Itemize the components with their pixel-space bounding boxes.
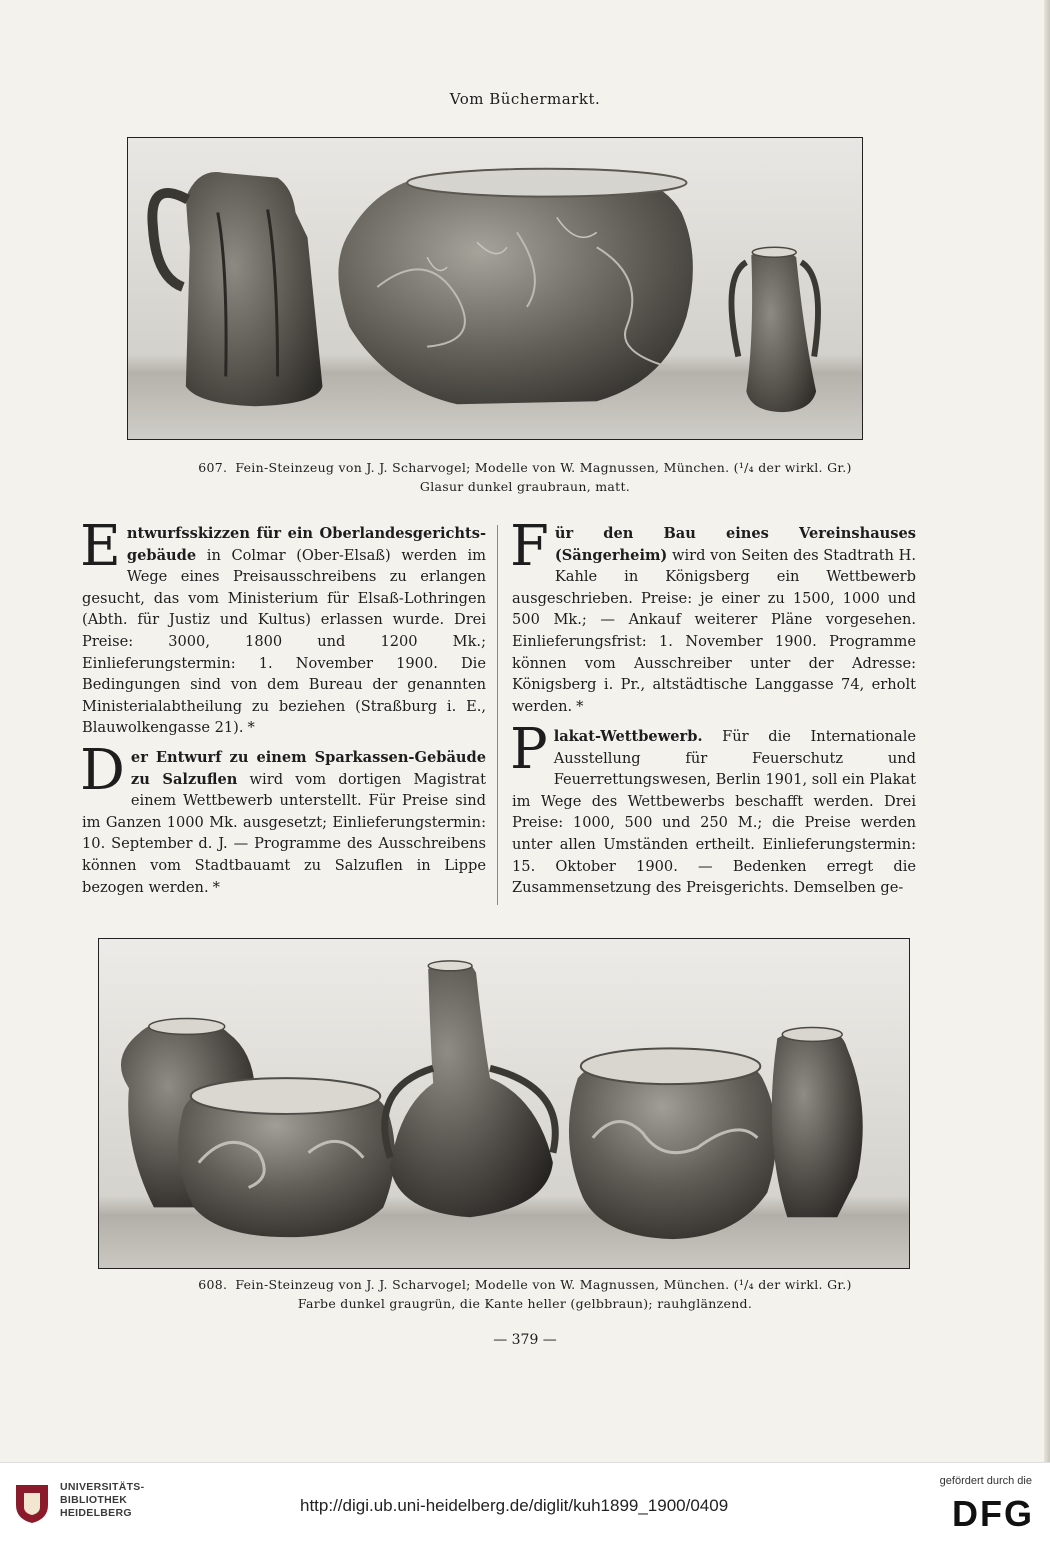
pottery-photo-608 <box>99 939 909 1268</box>
dropcap: E <box>80 514 121 579</box>
photo-figure-608 <box>98 938 910 1269</box>
body-text: in Colmar (Ober-Elsaß) werden im Wege eines Preisausschreibens zu erlangen gesucht, das vom Ministerium für Elsaß-Lothringen (Abth. für Justiz und Kultus) erlassen wurde. Drei Preise: 3000, 1800 und 1200 Mk.; Einlieferungstermin: 1. November 1900. Die Bedingungen sind von dem Bureau der genannten Ministerialabtheilung zu beziehen (Straßburg i. E., Blauwolkengasse 21). <box>82 546 486 737</box>
section-mark: * <box>247 719 255 737</box>
running-head: Vom Büchermarkt. <box>449 90 601 108</box>
figure-608-caption-text: Fein-Steinzeug von J. J. Scharvogel; Modelle von W. Magnussen, München. (¹/₄ der wirkl. Gr.) <box>235 1277 852 1292</box>
notice-oberlandesgericht <box>80 514 486 757</box>
section-mark: * <box>212 878 220 896</box>
figure-607-caption-line2: Glasur dunkel graubraun, matt. <box>419 479 631 494</box>
figure-607-caption <box>110 458 940 496</box>
photo-figure-607 <box>127 137 863 440</box>
permalink-url[interactable]: http://digi.ub.uni-heidelberg.de/diglit/kuh1899_1900/0409 <box>300 1496 729 1515</box>
figure-608-caption-line1 <box>110 1275 940 1294</box>
dropcap: F <box>510 514 549 579</box>
column-divider <box>497 525 498 905</box>
figure-607-caption-text: Fein-Steinzeug von J. J. Scharvogel; Modelle von W. Magnussen, München. (¹/₄ der wirkl. Gr.) <box>235 460 852 475</box>
page-number: — 379 — <box>493 1332 557 1348</box>
paragraph <box>80 514 486 739</box>
lead-text: er Entwurf zu einem Sparkassen-Gebäude zu Salzuflen <box>130 749 486 788</box>
pottery-photo-607 <box>128 138 862 439</box>
library-name <box>60 1481 144 1520</box>
paragraph <box>80 738 487 898</box>
lead-text: lakat-Wettbewerb. <box>553 728 703 745</box>
library-name-line3: HEIDELBERG <box>60 1507 132 1519</box>
page-edge <box>1044 0 1050 1462</box>
figure-608-number: 608. <box>198 1277 228 1292</box>
library-name-line1: UNIVERSITÄTS- <box>60 1481 145 1493</box>
digitization-footer <box>0 1462 1050 1543</box>
library-name-line2: BIBLIOTHEK <box>60 1494 128 1506</box>
body-text: wird vom dortigen Magistrat einem Wettbewerb unterstellt. Für Preise sind im Ganzen 1000 Mk. ausgesetzt; Einlieferungstermin: 10. September d. J. — Programme des Ausschreibens können vom Stadtbauamt zu Salzuflen in Lippe bezogen werden. <box>82 770 487 896</box>
notice-plakat-wettbewerb <box>510 717 916 917</box>
bowl-shape <box>338 170 692 405</box>
dropcap: D <box>80 738 125 803</box>
notice-sparkassen-gebaeude <box>80 738 487 916</box>
dropcap: P <box>510 717 548 782</box>
lead-text: ntwurfsskizzen für ein Oberlandesgerichts-gebäude <box>126 525 486 564</box>
figure-607-number: 607. <box>198 460 228 475</box>
body-text: Für die Internationale Ausstellung für Feuerschutz und Feuerrettungswesen, Berlin 1901, soll ein Plakat im Wege des Wettbewerbs beschafft werden. Drei Preise: 1000, 500 und 250 M.; die Preise werden unter allen Umständen ertheilt. Einlieferungstermin: 15. Oktober 1900. — Bedenken erregt die Zusammensetzung des Preisgerichts. Demselben ge- <box>512 728 916 897</box>
paragraph <box>510 717 916 899</box>
section-mark: * <box>576 697 584 715</box>
figure-608-caption-line2: Farbe dunkel graugrün, die Kante heller (gelbbraun); rauhglänzend. <box>297 1296 753 1311</box>
figure-607-caption-line1 <box>110 458 940 477</box>
lead-text: ür den Bau eines Vereinshauses (Sängerheim) <box>554 525 916 564</box>
figure-608-caption <box>110 1275 940 1313</box>
university-library-logo-icon <box>12 1481 52 1525</box>
notice-vereinshaus <box>510 514 916 735</box>
paragraph <box>510 514 916 717</box>
body-text: wird von Seiten des Stadtrath H. Kahle in Königsberg ein Wettbewerb ausgeschrieben. Preise: je einer zu 1500, 1000 und 500 Mk.; — Ankauf weiterer Pläne vorgesehen. Einlieferungsfrist: 1. November 1900. Programme können vom Ausschreiber unter der Adresse: Königsberg i. Pr., altstädtische Langgasse 74, erholt werden. <box>512 546 916 715</box>
funder-label: gefördert durch die <box>939 1475 1032 1487</box>
funder-logo: DFG <box>952 1493 1034 1534</box>
